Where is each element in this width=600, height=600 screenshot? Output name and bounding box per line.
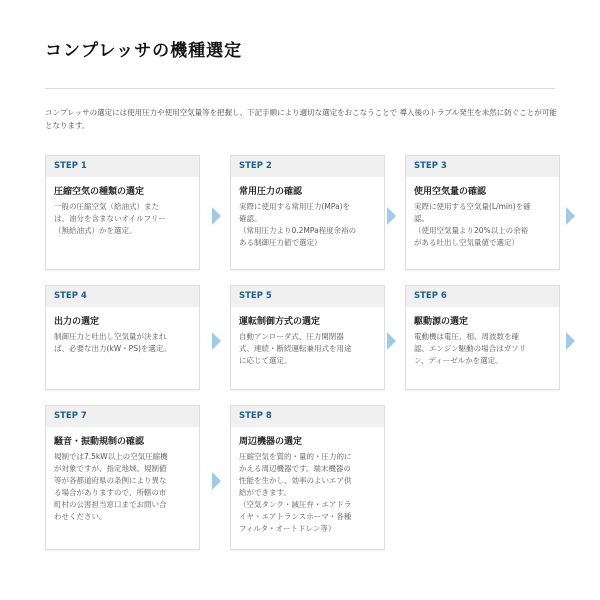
step-body-line: 規制では7.5kW以上の空気圧縮機 — [54, 452, 168, 461]
step-body-line: 電動機は電圧、相、周波数を確 — [414, 332, 519, 341]
step-name: 出力の選定 — [54, 317, 100, 327]
step-body-line: 実際に使用する空気量(L/min)を確 — [414, 202, 531, 211]
step-label: STEP 5 — [231, 286, 384, 307]
arrow-right-icon — [212, 332, 221, 350]
step-body-line: 性能を生かし、効率のよいエア供 — [239, 476, 352, 485]
step-body-line: 式、連続・断続運転兼用式を用途 — [239, 344, 352, 353]
step-body — [406, 201, 559, 257]
step-body-line: （無給油式）かを選定。 — [54, 226, 137, 235]
step-body — [46, 331, 199, 363]
step-card — [45, 285, 200, 390]
step-body-line: 認、エンジン駆動の場合はガソリ — [414, 344, 527, 353]
step-body-line: ン、ディーゼルかを選定。 — [414, 356, 503, 365]
step-label: STEP 3 — [406, 156, 559, 177]
step-label: STEP 4 — [46, 286, 199, 307]
step-body-line: 確認。 — [239, 214, 262, 223]
step-body-line: 等が各都道府県の条例により異な — [54, 476, 167, 485]
step-body-line: 自動アンローダ式、圧力開閉器 — [239, 332, 344, 341]
step-card — [405, 155, 560, 270]
step-label: STEP 1 — [46, 156, 199, 177]
step-name: 駆動源の選定 — [414, 317, 469, 327]
intro-text: コンプレッサの選定には使用圧力や使用空気量等を把握し、下記手順により適切な選定をおこなうことで 導入後のトラブル発生を未然に防ぐことが可能となります。 — [45, 108, 557, 130]
arrow-right-icon — [212, 472, 221, 490]
step-body-line: は、油分を含まないオイルフリー — [54, 214, 166, 223]
arrow-right-icon — [566, 207, 575, 225]
step-card — [45, 405, 200, 550]
step-body-line: る場合がありますので、所轄の市 — [54, 488, 167, 497]
step-body-line: 一般の圧縮空気（給油式）また — [54, 202, 159, 211]
step-body-line: がある吐出し空気量値で選定） — [414, 238, 519, 247]
step-body-line: 給ができます。 — [239, 488, 291, 497]
step-name: 運転制御方式の選定 — [239, 317, 321, 327]
step-body — [231, 331, 384, 375]
step-body-line: 圧縮空気を質的・量的・圧力的に — [239, 452, 352, 461]
arrow-right-icon — [212, 207, 221, 225]
step-label: STEP 7 — [46, 406, 199, 427]
step-label: STEP 8 — [231, 406, 384, 427]
step-name: 騒音・振動規制の確認 — [54, 437, 145, 447]
step-card — [45, 155, 200, 270]
step-name: 常用圧力の確認 — [239, 187, 303, 197]
step-body-line: 制御圧力と吐出し空気量が決まれ — [54, 332, 167, 341]
arrow-right-icon — [387, 207, 396, 225]
step-body-line: かえる周辺機器です。端末機器の — [239, 464, 351, 473]
step-body-line: が対象ですが、指定地域、規制値 — [54, 464, 167, 473]
step-body — [406, 331, 559, 375]
step-card — [230, 285, 385, 390]
page-title: コンプレッサの機種選定 — [45, 41, 243, 61]
step-body-line: ば、必要な出力(kW・PS)を選定。 — [54, 344, 171, 353]
step-body-line: 実際に使用する常用圧力(MPa)を — [239, 202, 351, 211]
step-card — [405, 285, 560, 390]
step-body-line: ある制御圧力値で選定） — [239, 238, 322, 247]
step-body-line: に応じて選定。 — [239, 356, 292, 365]
divider — [45, 88, 555, 89]
step-name: 使用空気量の確認 — [414, 187, 487, 197]
step-body — [231, 201, 384, 257]
step-body-line: わせください。 — [54, 512, 107, 521]
step-body-line: （空気タンク・減圧弁・エアドラ — [239, 500, 352, 509]
arrow-right-icon — [566, 332, 575, 350]
step-card — [230, 155, 385, 270]
step-body-line: （使用空気量より20%以上の余裕 — [414, 226, 529, 235]
step-name: 周辺機器の選定 — [239, 437, 303, 447]
step-body-line: フィルタ・オートドレン等） — [239, 524, 336, 533]
step-body — [231, 451, 384, 543]
step-name: 圧縮空気の種類の選定 — [54, 187, 145, 197]
step-card — [230, 405, 385, 550]
step-body-line: （常用圧力より0.2MPa程度余裕の — [239, 226, 357, 235]
arrow-right-icon — [387, 332, 396, 350]
step-label: STEP 2 — [231, 156, 384, 177]
step-body-line: イヤ・エアトランスホーマ・各種 — [239, 512, 352, 521]
step-body — [46, 451, 199, 531]
step-body — [46, 201, 199, 245]
step-label: STEP 6 — [406, 286, 559, 307]
step-body-line: 認。 — [414, 214, 429, 223]
step-body-line: 町村の公害担当窓口までお問い合 — [54, 500, 167, 509]
